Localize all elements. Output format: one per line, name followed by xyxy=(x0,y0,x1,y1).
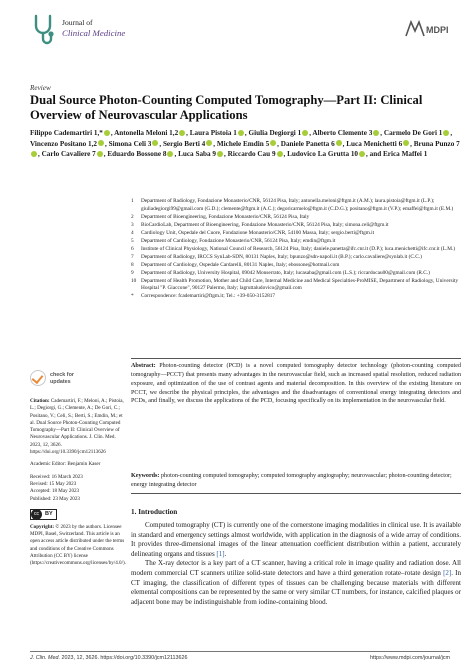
affiliation-item xyxy=(131,293,461,301)
affiliation-number: 1 xyxy=(131,198,134,204)
abstract-text: Photon-counting detector (PCD) is a novel computed tomography detector technology (photon-counting computed tomography—PCCT) that presents many advantages in the neurovascular field, such as increased spatial resolution, reduced radiation exposure, and optimization of the use of contrast agents and material decomposition. In this overview of the existing literature on PCCT, we describe the physical principles, the advantages and the disadvantages of conventional energy integrating detectors and PCDs, and finally, we discuss the applications of the PCD, focusing specifically on its implementation in the neurovascular field. xyxy=(131,363,461,405)
author-name[interactable]: Vincenzo Positano 1,2 xyxy=(30,139,98,148)
journal-name-line1: Journal of xyxy=(62,18,93,27)
journal-name[interactable] xyxy=(62,18,125,38)
affiliation-number: * xyxy=(131,293,134,300)
author-name[interactable]: Luca Saba 9 xyxy=(178,150,217,159)
orcid-icon[interactable] xyxy=(217,151,223,157)
check-updates-label xyxy=(50,372,74,385)
affiliation-text: Cardiology Unit, Ospedale del Cuore, Fondazione Monasterio/CNR, 54100 Massa, Italy; sergio.berti@ftgm.it xyxy=(141,229,375,236)
author-name[interactable]: Simona Celi 3 xyxy=(108,139,152,148)
affiliation-number: 3 xyxy=(131,221,134,228)
intro-p1-text: Computed tomography (CT) is currently one of the cornerstone imaging modalities in clinical use. It is available in standard and emergency settings almost worldwide, with application in the diagnosis of a wide array of conditions. It provides three-dimensional images of the linear attenuation coefficient distribution within a patient, accurately delineating organs and tissues xyxy=(131,521,461,558)
author-name[interactable]: Michele Emdin 5 xyxy=(216,139,270,148)
author-name[interactable]: Sergio Berti 4 xyxy=(162,139,206,148)
keywords-text: photon-counting computed tomography; computed tomography angiography; neurovascular; photon-counting detector; energy integrating detector xyxy=(131,473,452,488)
intro-p1-end: . xyxy=(224,549,227,558)
affiliation-text: Correspondence: fcademartiri@ftgm.it; Tel.: +39-050-3152817 xyxy=(141,293,276,300)
affiliation-number: 7 xyxy=(131,253,134,260)
author-name[interactable]: Riccardo Cau 9 xyxy=(227,150,276,159)
journal-name-line2: Clinical Medicine xyxy=(62,28,126,38)
keywords xyxy=(131,472,461,490)
academic-editor-label: Academic Editor: xyxy=(30,461,67,468)
citation-label: Citation: xyxy=(30,398,50,404)
orcid-icon[interactable] xyxy=(206,140,212,146)
attribution-icon: BY xyxy=(45,510,53,517)
academic-editor xyxy=(30,461,126,468)
affiliation-number: 6 xyxy=(131,245,134,252)
keywords-label: Keywords: xyxy=(131,473,160,479)
author-name[interactable]: Laura Pistoia 1 xyxy=(189,129,237,137)
affiliation-item xyxy=(131,238,461,246)
author-name[interactable]: Carlo Cavaliere 7 xyxy=(41,150,96,159)
orcid-icon[interactable] xyxy=(359,151,365,157)
affiliation-text: Department of Cardiology, Ospedale Cardarelli, 80131 Naples, Italy; ebossone@hotmail.com xyxy=(141,261,340,268)
affiliation-item xyxy=(131,198,461,214)
affiliation-text: Department of Radiology, Fondazione Monasterio/CNR, 56124 Pisa, Italy; antonella.meloni@ftgm.it (A.M.); laura.pistoia@ftgm.it (L.P.); giuliadegiorgi99@gmail.com (G.D.); clemente@ftgm.it (A.C.); degoricarmelo@ftgm.it (C.D.G.); positano@ftgm.it (V.P.); emaffei@ftgm.it (E.M.) xyxy=(141,198,454,212)
affiliation-text: BioCardioLab, Department of Bioengineering, Fondazione Monasterio/CNR, 56124 Pisa, Italy; simona.celi@ftgm.it xyxy=(141,221,389,228)
intro-p2-end: . In CT imaging, the classification of different types of tissues can be challenging because materials with different elemental compositions can be represented by the same or very similar CT numbers, for instance, calcified plaques or adjacent bone may be indistinguishable from iodine-containing blood. xyxy=(131,568,461,606)
article-dates xyxy=(30,474,126,503)
author-name[interactable]: and Erica Maffei 1 xyxy=(369,150,428,159)
accepted-date: Accepted: 18 May 2023 xyxy=(30,488,80,495)
affiliation-item xyxy=(131,246,461,254)
author-name[interactable]: Eduardo Bossone 8 xyxy=(107,150,167,159)
affiliation-item xyxy=(131,262,461,270)
cc-by-license-badge[interactable] xyxy=(30,509,57,520)
affiliation-number: 5 xyxy=(131,237,134,244)
section-heading: 1. Introduction xyxy=(131,508,178,516)
stethoscope-icon xyxy=(30,14,56,46)
abstract-top-rule xyxy=(131,358,461,359)
orcid-icon[interactable] xyxy=(277,151,283,157)
orcid-icon[interactable] xyxy=(167,151,173,157)
copyright-text: © 2023 by the authors. Licensee MDPI, Basel, Switzerland. This article is an open access article distributed under the terms and conditions of the Creative Commons Attribution (CC BY) license (https://creativecommons.org/licenses/by/4.0/). xyxy=(30,523,126,567)
affiliation-item xyxy=(131,230,461,238)
author-name[interactable]: Daniele Panetta 6 xyxy=(280,139,335,148)
orcid-icon[interactable] xyxy=(152,140,158,146)
mdpi-logo-icon[interactable] xyxy=(404,20,449,38)
intro-p2-text: The X-ray detector is a key part of a CT scanner, having a critical role in image quality and radiation dose. All modern commercial CT scanners utilize solid-state detectors and have a third generation rotate–rotate design xyxy=(131,559,461,577)
affiliation-number: 8 xyxy=(131,261,134,268)
affiliation-text: Department of Bioengineering, Fondazione Monasterio/CNR, 56124 Pisa, Italy xyxy=(141,213,310,220)
affiliation-text: Institute of Clinical Physiology, National Council of Research, 56124 Pisa, Italy; daniele.panetta@ifc.cnr.it (D.P.); luca.menichetti@ifc.cnr.it (L.M.) xyxy=(141,245,456,252)
article-type: Review xyxy=(30,84,51,92)
reference-link-1[interactable]: [1] xyxy=(216,549,225,558)
copyright-label: Copyright: xyxy=(30,523,55,530)
publisher-name: MDPI xyxy=(426,25,449,35)
keywords-bottom-rule xyxy=(131,493,461,494)
orcid-icon[interactable] xyxy=(97,151,103,157)
author-name[interactable]: Bruna Punzo 7 xyxy=(413,139,460,148)
affiliation-text: Department of Cardiology, Fondazione Monasterio/CNR, 56124 Pisa, Italy; emdin@ftgm.it xyxy=(141,237,336,244)
abstract-label: Abstract: xyxy=(131,363,156,369)
intro-paragraph-1 xyxy=(131,521,461,559)
author-name[interactable]: Carmelo De Gori 1 xyxy=(383,129,443,137)
affiliation-text: Department of Radiology, IRCCS SynLab-SDN, 80131 Naples, Italy; bpunzo@sdn-napoli.it (B.P.); carlo.cavaliere@synlab.it (C.C.) xyxy=(141,253,422,260)
revised-date: Revised: 15 May 2023 xyxy=(30,480,77,487)
check-for-updates-button[interactable] xyxy=(30,370,126,390)
published-date: Published: 23 May 2023 xyxy=(30,495,80,502)
received-date: Received: 16 March 2023 xyxy=(30,473,83,480)
orcid-icon[interactable] xyxy=(238,130,244,136)
affiliation-item xyxy=(131,254,461,262)
citation-block xyxy=(30,398,126,456)
footer-journal: J. Clin. Med. xyxy=(30,655,60,661)
author-list: Filippo Cademartiri 1,* , Antonella Meloni 1,2 , Laura Pistoia 1 , Giulia Degiorgi 1 , Alberto Clemente 3 , Carmelo De Gori 1 , Vincenzo Positano 1,2 , Simona Celi 3 , Sergio Berti 4 , Michele Emdin 5 , Daniele Panetta 6 , Luca Menichetti 6 , Bruna Punzo 7, Carlo Cavaliere 7 , Eduardo Bossone 8 , Luca Saba 9 , Riccardo Cau 9 , Ludovico La Grutta 10 , and Erica Maffei 1 xyxy=(30,129,460,159)
affiliation-number: 10 xyxy=(131,277,137,284)
intro-paragraph-2 xyxy=(131,559,461,607)
creative-commons-icon: cc xyxy=(31,509,42,520)
footer-journal-url[interactable]: https://www.mdpi.com/journal/jcm xyxy=(370,655,450,661)
author-name[interactable]: Ludovico La Grutta 10 xyxy=(287,150,359,159)
article-sidebar xyxy=(30,370,126,573)
check-updates-line1: check for xyxy=(50,372,74,378)
orcid-icon[interactable] xyxy=(104,130,110,136)
author-name[interactable]: Alberto Clemente 3 xyxy=(312,129,373,137)
orcid-icon[interactable] xyxy=(443,130,449,136)
orcid-icon[interactable] xyxy=(31,151,37,157)
orcid-icon[interactable] xyxy=(403,140,409,146)
page-footer xyxy=(30,651,450,661)
orcid-icon[interactable] xyxy=(302,130,308,136)
author-name[interactable]: Giulia Degiorgi 1 xyxy=(248,129,302,137)
copyright-block xyxy=(30,524,126,568)
orcid-icon[interactable] xyxy=(98,140,104,146)
article-title: Dual Source Photon-Counting Computed Tomography—Part II: Clinical Overview of Neurovascular Applications xyxy=(30,93,423,122)
introduction-body xyxy=(131,521,461,607)
affiliation-text: Department of Radiology, University Hospital, 09042 Monserrato, Italy; lucasaba@gmail.com (L.S.); riccardocau00@gmail.com (R.C.) xyxy=(141,269,430,276)
affiliation-number: 2 xyxy=(131,213,134,220)
author-name[interactable]: Filippo Cademartiri 1,* xyxy=(30,129,103,137)
abstract xyxy=(131,362,461,406)
academic-editor-name: Benjamin Kaser xyxy=(67,461,101,468)
footer-citation xyxy=(30,655,188,661)
citation-text[interactable]: Cademartiri, F.; Meloni, A.; Pistoia, L.; Degiorgi, G.; Clemente, A.; De Gori, C.; Positano, V.; Celi, S.; Berti, S.; Emdin, M.; et al. Dual Source Photon-Counting Computed Tomography—Part II: Clinical Overview of Neurovascular Applications. J. Clin. Med. 2023, 12, 3626. https://doi.org/10.3390/jcm12113626 xyxy=(30,398,124,456)
affiliation-number: 9 xyxy=(131,269,134,276)
orcid-icon[interactable] xyxy=(270,140,276,146)
affiliation-item xyxy=(131,214,461,222)
author-name[interactable]: Luca Menichetti 6 xyxy=(346,139,403,148)
journal-header xyxy=(30,14,450,54)
affiliation-item xyxy=(131,222,461,230)
author-name[interactable]: Antonella Meloni 1,2 xyxy=(114,129,179,137)
check-updates-line2: updates xyxy=(50,378,71,385)
affiliation-item xyxy=(131,278,461,294)
affiliation-list xyxy=(131,198,461,301)
affiliation-item xyxy=(131,270,461,278)
affiliation-text: Department of Health Promotion, Mother and Child Care, Internal Medicine and Medical Specialties-ProMISE, Department of Radiology, University Hospital "P. Giaccone", 90127 Palermo, Italy; lagruttaludovico@gmail.com xyxy=(141,277,459,292)
orcid-icon[interactable] xyxy=(336,140,342,146)
checkmark-icon xyxy=(30,370,46,386)
orcid-icon[interactable] xyxy=(373,130,379,136)
affiliation-number: 4 xyxy=(131,229,134,236)
orcid-icon[interactable] xyxy=(179,130,185,136)
footer-doi[interactable]: 2023, 12, 3626. https://doi.org/10.3390/jcm12113626 xyxy=(61,655,188,661)
reference-link-2[interactable]: [2] xyxy=(443,568,452,577)
